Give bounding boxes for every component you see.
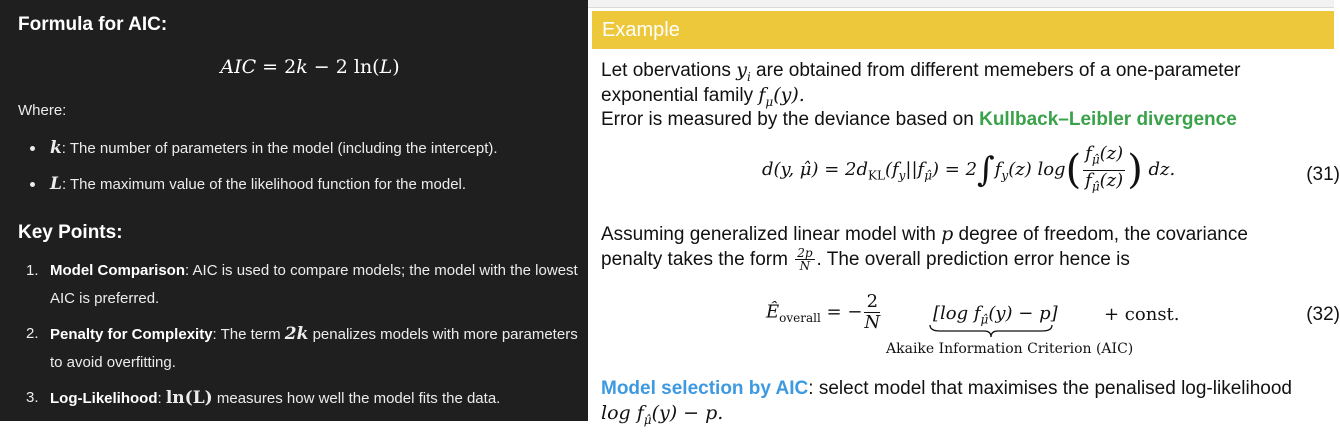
list-item — [30, 174, 498, 210]
item-title: Log-Likelihood — [50, 390, 158, 407]
list-item — [30, 138, 498, 174]
eq-part: (y) − p] — [988, 303, 1058, 324]
item-math: ln(L) — [165, 388, 213, 408]
equation-31: d(y, μ̂) = $2d_{KL}(f_y||f_{\mû}) = 2\int f_y(z)$ log( $\frac{f_{\mû}(z)}{f_{\mû}(z)}$ ) dz. — [762, 144, 1175, 196]
math-symbol: f — [758, 84, 766, 106]
bullet-symbol: k — [50, 138, 62, 158]
frac-numerator: 2 — [864, 292, 880, 313]
item-text: : AIC is used to compare models; the model with the lowest AIC is preferred. — [50, 262, 578, 307]
eq-part: ||f — [905, 159, 925, 181]
text-run: Error is measured by the deviance based on — [601, 109, 980, 130]
math-symbol: p — [941, 223, 954, 245]
example-header: Example — [592, 11, 1334, 49]
eq-sub: KL — [868, 168, 885, 183]
eq-part: [log f — [933, 303, 981, 324]
text-run: Let obervations — [601, 60, 737, 81]
text-run: exponential family — [601, 85, 759, 106]
integral-sign: ∫ — [977, 150, 995, 191]
item-text: penalizes models with more parameters to avoid overfitting. — [50, 326, 578, 371]
eq-sub: y — [898, 168, 906, 183]
eq-part: dz. — [1148, 159, 1176, 181]
eq-part: (z) log — [1008, 159, 1066, 181]
eq-fraction — [864, 292, 880, 333]
formula-heading: Formula for AIC: — [18, 14, 168, 35]
text-line — [601, 107, 1237, 132]
math-subscript: μ — [765, 94, 774, 109]
eq-fraction: $\frac{f_{\mû}(z)}{f_{\mû}(z)}$ — [1085, 143, 1124, 194]
text-line — [601, 401, 723, 433]
item-title: Model Comparison — [50, 262, 186, 279]
frac-numerator: f — [1085, 143, 1092, 164]
aic-formula — [0, 56, 620, 78]
math-symbol: (y) − p. — [651, 402, 724, 424]
formula-close: ) — [392, 56, 400, 78]
text-run: degree of freedom, the covariance — [953, 224, 1248, 245]
paren-open: ( — [1065, 147, 1082, 194]
frac-denominator: f — [1085, 169, 1092, 191]
eq-part: = − — [820, 301, 863, 323]
eq-sub: μ̂ — [980, 312, 989, 327]
paren-close: ) — [1127, 147, 1143, 194]
list-item — [26, 257, 582, 313]
formula-lhs: AIC — [220, 56, 257, 78]
item-number: 1. — [26, 262, 39, 279]
aic-explanation-panel — [0, 0, 588, 421]
where-label: Where: — [18, 102, 67, 119]
list-item — [26, 384, 582, 413]
text-line — [601, 247, 1130, 272]
item-text: : The term — [212, 326, 285, 343]
eq-sub: overall — [779, 311, 821, 326]
eq-part: (z) — [1099, 169, 1124, 191]
bullet-symbol: L — [50, 174, 62, 194]
eq-part: (f — [884, 159, 899, 181]
item-math: 2k — [284, 324, 309, 344]
math-symbol: log f — [601, 402, 644, 424]
eq-part: Ê — [766, 301, 780, 323]
eq-const: + const. — [1104, 304, 1180, 325]
formula-mid: − 2 ln( — [307, 56, 380, 78]
math-symbol: y — [736, 59, 747, 81]
eq-part: d(y, μ̂) = 2d — [762, 159, 868, 181]
text-run: . The overall prediction error hence is — [816, 249, 1130, 270]
kl-divergence-highlight: Kullback–Leibler divergence — [979, 109, 1237, 130]
item-text: measures how well the model fits the data. — [212, 390, 501, 407]
text-line — [601, 222, 1248, 247]
frac-numerator: 2p — [797, 246, 813, 261]
penalty-fraction — [795, 247, 814, 272]
formula-L: L — [379, 56, 393, 78]
text-run: Assuming generalized linear model with — [601, 224, 942, 245]
text-run: : select model that maximises the penalised log-likelihood — [808, 378, 1292, 399]
formula-k: k — [296, 56, 308, 78]
item-title: Penalty for Complexity — [50, 326, 213, 343]
text-line — [601, 376, 1292, 401]
equation-32 — [766, 292, 882, 333]
frac-denominator: N — [799, 259, 811, 274]
bullet-text: : The number of parameters in the model (including the intercept). — [61, 140, 498, 157]
text-run: are obtained from different memebers of a one-parameter — [750, 60, 1241, 81]
text-run: penalty takes the form — [601, 249, 794, 270]
item-number: 2. — [26, 325, 39, 342]
math-symbol: (y). — [773, 84, 805, 106]
equation-number-31: (31) — [1306, 164, 1340, 185]
model-selection-highlight: Model selection by AIC — [601, 378, 809, 399]
variable-list — [30, 138, 498, 210]
example-slide — [588, 0, 1340, 427]
underbrace-icon — [928, 324, 1054, 338]
formula-eq: = 2 — [256, 56, 297, 78]
aic-brace-label: Akaike Information Criterion (AIC) — [886, 341, 1134, 357]
item-text: : — [157, 390, 166, 407]
spreadsheet-grid-strip — [588, 0, 1334, 8]
equation-number-32: (32) — [1306, 304, 1340, 325]
item-number: 3. — [26, 389, 39, 406]
math-subscript: i — [746, 69, 751, 84]
eq-sub: μ̂ — [924, 168, 933, 183]
math-subscript: μ̂ — [643, 412, 652, 427]
eq-part: ) = 2 — [932, 159, 978, 181]
key-points-list — [26, 257, 582, 420]
eq-part: f — [994, 159, 1002, 181]
frac-denominator: N — [864, 312, 881, 333]
bullet-text: : The maximum value of the likelihood function for the model. — [61, 176, 467, 193]
key-points-heading: Key Points: — [18, 222, 123, 243]
list-item — [26, 320, 582, 377]
